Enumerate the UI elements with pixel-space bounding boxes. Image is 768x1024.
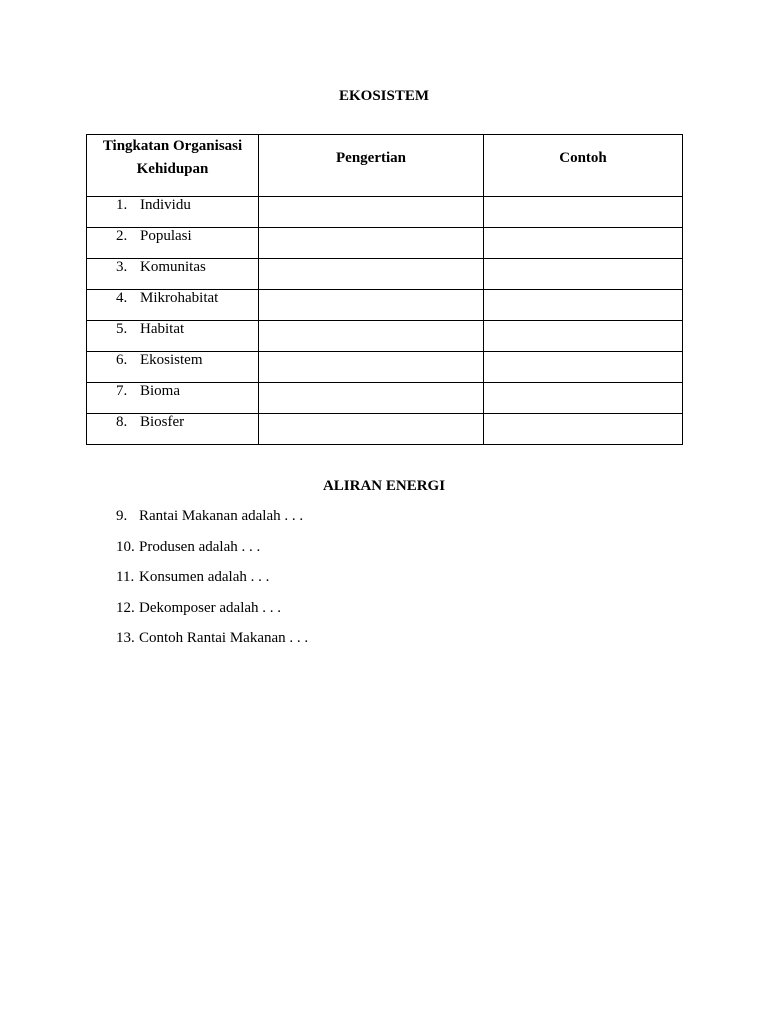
header-tingkatan-line2: Kehidupan bbox=[136, 161, 209, 177]
table-header-row bbox=[87, 135, 683, 197]
table-row bbox=[87, 259, 683, 290]
question-number: 13. bbox=[116, 630, 135, 646]
row-label: Komunitas bbox=[140, 259, 206, 275]
row-number: 1. bbox=[116, 197, 128, 213]
table-row bbox=[87, 352, 683, 383]
row-number: 4. bbox=[116, 290, 128, 306]
contoh-cell[interactable] bbox=[484, 259, 683, 290]
question-text: Dekomposer adalah . . . bbox=[139, 599, 282, 616]
row-number: 5. bbox=[116, 321, 128, 337]
row-number: 6. bbox=[116, 352, 128, 368]
level-cell bbox=[87, 321, 259, 352]
pengertian-cell[interactable] bbox=[259, 197, 484, 228]
contoh-cell[interactable] bbox=[484, 383, 683, 414]
level-cell bbox=[87, 414, 259, 445]
header-pengertian: Pengertian bbox=[259, 135, 484, 197]
level-cell bbox=[87, 352, 259, 383]
question-text: Contoh Rantai Makanan . . . bbox=[139, 630, 309, 646]
row-label: Mikrohabitat bbox=[140, 290, 219, 306]
question-text: Konsumen adalah . . . bbox=[139, 569, 270, 585]
contoh-cell[interactable] bbox=[484, 414, 683, 445]
contoh-cell[interactable] bbox=[484, 228, 683, 259]
row-label: Biosfer bbox=[140, 414, 185, 430]
section-title-aliran-energi: ALIRAN ENERGI bbox=[322, 478, 446, 494]
question-item bbox=[116, 568, 308, 599]
level-cell bbox=[87, 259, 259, 290]
level-cell bbox=[87, 383, 259, 414]
row-number: 3. bbox=[116, 259, 128, 275]
pengertian-cell[interactable] bbox=[259, 352, 484, 383]
question-text: Rantai Makanan adalah . . . bbox=[139, 508, 304, 524]
contoh-cell[interactable] bbox=[484, 352, 683, 383]
header-tingkatan-line1: Tingkatan Organisasi bbox=[102, 138, 243, 154]
question-item bbox=[116, 599, 308, 630]
table-row bbox=[87, 228, 683, 259]
page-title: EKOSISTEM bbox=[338, 88, 430, 104]
table-row bbox=[87, 414, 683, 445]
row-label: Bioma bbox=[140, 383, 180, 399]
contoh-cell[interactable] bbox=[484, 321, 683, 352]
pengertian-cell[interactable] bbox=[259, 383, 484, 414]
question-number: 11. bbox=[116, 569, 135, 585]
header-contoh: Contoh bbox=[484, 135, 683, 197]
table-row bbox=[87, 321, 683, 352]
level-cell bbox=[87, 197, 259, 228]
question-number: 12. bbox=[116, 599, 135, 616]
row-label: Ekosistem bbox=[140, 352, 203, 368]
question-item bbox=[116, 507, 308, 538]
pengertian-cell[interactable] bbox=[259, 321, 484, 352]
row-number: 2. bbox=[116, 228, 128, 244]
table-row bbox=[87, 290, 683, 321]
question-number: 10. bbox=[116, 538, 135, 555]
table-row bbox=[87, 383, 683, 414]
contoh-cell[interactable] bbox=[484, 290, 683, 321]
table-row bbox=[87, 197, 683, 228]
level-cell bbox=[87, 228, 259, 259]
row-number: 8. bbox=[116, 414, 128, 430]
pengertian-cell[interactable] bbox=[259, 228, 484, 259]
level-cell bbox=[87, 290, 259, 321]
contoh-cell[interactable] bbox=[484, 197, 683, 228]
question-number: 9. bbox=[116, 508, 128, 524]
pengertian-cell[interactable] bbox=[259, 259, 484, 290]
pengertian-cell[interactable] bbox=[259, 290, 484, 321]
row-label: Habitat bbox=[140, 321, 185, 337]
ecosystem-table bbox=[86, 134, 683, 445]
pengertian-cell[interactable] bbox=[259, 414, 484, 445]
row-label: Individu bbox=[140, 197, 191, 213]
question-list bbox=[116, 507, 308, 660]
row-label: Populasi bbox=[140, 228, 192, 244]
header-tingkatan bbox=[87, 135, 259, 197]
row-number: 7. bbox=[116, 383, 128, 399]
question-item bbox=[116, 538, 308, 569]
question-text: Produsen adalah . . . bbox=[139, 538, 261, 555]
question-item bbox=[116, 629, 308, 660]
